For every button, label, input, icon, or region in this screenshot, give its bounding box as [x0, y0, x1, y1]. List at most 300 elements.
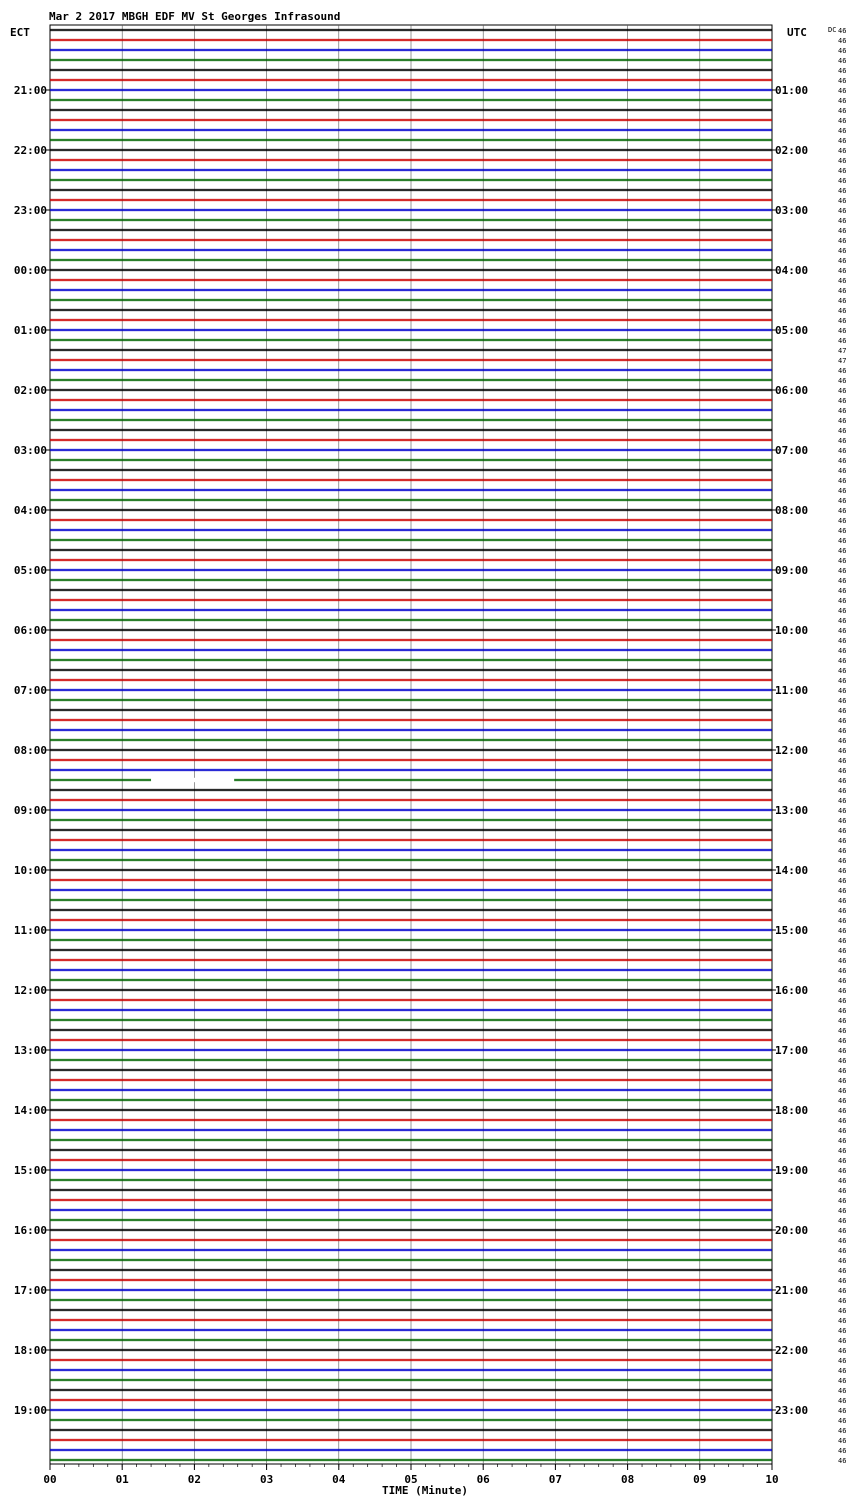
dc-value: 46 [838, 1187, 847, 1195]
trace-row [50, 1299, 772, 1302]
dc-value: 46 [838, 1327, 847, 1335]
left-hour-label: 19:00 [13, 1404, 47, 1417]
dc-value: 46 [838, 1107, 847, 1115]
trace-row [50, 369, 772, 372]
x-tick-label: 06 [476, 1473, 490, 1486]
trace-row [50, 559, 772, 562]
left-hour-label: 14:00 [13, 1104, 47, 1117]
trace-row [50, 379, 772, 382]
dc-value: 46 [838, 1277, 847, 1285]
trace-row [50, 359, 772, 362]
right-hour-label: 10:00 [775, 624, 809, 637]
dc-value: 46 [838, 317, 847, 325]
trace-row [50, 59, 772, 62]
dc-value: 46 [838, 467, 847, 475]
dc-value: 46 [838, 167, 847, 175]
trace-row [50, 929, 772, 932]
dc-value: 47 [838, 357, 847, 365]
dc-value: 46 [838, 707, 847, 715]
trace-row [50, 319, 772, 322]
trace-row [50, 139, 772, 142]
dc-value: 46 [838, 137, 847, 145]
chart-title: Mar 2 2017 MBGH EDF MV St Georges Infrasound [49, 10, 341, 23]
right-hour-label: 16:00 [775, 984, 809, 997]
trace-row [50, 219, 772, 222]
dc-value: 46 [838, 407, 847, 415]
right-hour-label: 03:00 [775, 204, 809, 217]
dc-value: 46 [838, 807, 847, 815]
trace-row [50, 909, 772, 912]
dc-value: 46 [838, 527, 847, 535]
dc-value: 46 [838, 577, 847, 585]
dc-value: 46 [838, 1237, 847, 1245]
dc-value: 46 [838, 1407, 847, 1415]
trace-row [50, 939, 772, 942]
dc-value: 46 [838, 927, 847, 935]
dc-value: 46 [838, 517, 847, 525]
x-tick-label: 10 [765, 1473, 779, 1486]
right-hour-label: 18:00 [775, 1104, 809, 1117]
x-tick-label: 00 [43, 1473, 57, 1486]
trace-row [50, 529, 772, 532]
left-hour-label: 05:00 [13, 564, 47, 577]
dc-value: 46 [838, 857, 847, 865]
dc-value: 46 [838, 977, 847, 985]
dc-value: 46 [838, 1137, 847, 1145]
x-tick-label: 08 [620, 1473, 635, 1486]
dc-value: 46 [838, 197, 847, 205]
right-hour-label: 09:00 [775, 564, 809, 577]
dc-value: 46 [838, 1007, 847, 1015]
trace-row [50, 869, 772, 872]
x-tick-label: 02 [187, 1473, 202, 1486]
dc-value: 46 [838, 937, 847, 945]
trace-row [50, 1069, 772, 1072]
right-timezone-header: UTC [787, 26, 807, 39]
trace-row [50, 649, 772, 652]
trace-row [50, 1219, 772, 1222]
trace-row [50, 1149, 772, 1152]
trace-row [50, 1269, 772, 1272]
trace-row [50, 1359, 772, 1362]
dc-value: 46 [838, 537, 847, 545]
left-hour-label: 15:00 [13, 1164, 47, 1177]
trace-row [50, 419, 772, 422]
trace-row [50, 1259, 772, 1262]
dc-value: 47 [838, 347, 847, 355]
dc-value: 46 [838, 1347, 847, 1355]
trace-row [50, 1319, 772, 1322]
trace-row [50, 229, 772, 232]
dc-value: 46 [838, 97, 847, 105]
trace-row [50, 569, 772, 572]
dc-value: 46 [838, 867, 847, 875]
trace-row [50, 339, 772, 342]
trace-row [50, 189, 772, 192]
left-hour-label: 06:00 [13, 624, 47, 637]
dc-value: 46 [838, 327, 847, 335]
trace-row [50, 589, 772, 592]
dc-value: 46 [838, 127, 847, 135]
trace-row [50, 639, 772, 642]
trace-row [50, 1029, 772, 1032]
trace-row [50, 1209, 772, 1212]
dc-value: 46 [838, 1287, 847, 1295]
right-hour-label: 06:00 [775, 384, 809, 397]
trace-row [50, 789, 772, 792]
dc-value: 46 [838, 957, 847, 965]
trace-row [50, 489, 772, 492]
trace-row [50, 859, 772, 862]
dc-value: 46 [838, 1367, 847, 1375]
dc-value: 46 [838, 587, 847, 595]
dc-value: 46 [838, 1257, 847, 1265]
trace-row [50, 769, 772, 772]
trace-row [50, 1099, 772, 1102]
left-hour-label: 10:00 [13, 864, 47, 877]
trace-row [50, 989, 772, 992]
dc-value: 46 [838, 427, 847, 435]
trace-row [50, 1429, 772, 1432]
trace-row [50, 1189, 772, 1192]
trace-row [50, 1229, 772, 1232]
dc-value: 46 [838, 1117, 847, 1125]
dc-value: 46 [838, 457, 847, 465]
dc-value: 46 [838, 837, 847, 845]
trace-row [50, 1339, 772, 1342]
dc-value: 46 [838, 1077, 847, 1085]
left-hour-label: 04:00 [13, 504, 47, 517]
trace-row [50, 519, 772, 522]
trace-row [50, 429, 772, 432]
trace-row [50, 239, 772, 242]
dc-value: 46 [838, 677, 847, 685]
trace-row [50, 609, 772, 612]
trace-row [50, 299, 772, 302]
trace-row [50, 729, 772, 732]
trace-row [50, 1239, 772, 1242]
right-hour-label: 04:00 [775, 264, 809, 277]
right-hour-label: 20:00 [775, 1224, 809, 1237]
dc-value: 46 [838, 1397, 847, 1405]
dc-value: 46 [838, 307, 847, 315]
right-hour-label: 19:00 [775, 1164, 809, 1177]
left-hour-label: 07:00 [13, 684, 47, 697]
trace-row [50, 1109, 772, 1112]
x-tick-label: 04 [332, 1473, 346, 1486]
dc-value: 46 [838, 267, 847, 275]
trace-row [50, 809, 772, 812]
dc-value: 46 [838, 237, 847, 245]
dc-value: 46 [838, 797, 847, 805]
dc-value: 46 [838, 177, 847, 185]
dc-value: 46 [838, 67, 847, 75]
trace-row [50, 719, 772, 722]
dc-value: 46 [838, 1167, 847, 1175]
dc-value: 46 [838, 27, 847, 35]
left-hour-label: 00:00 [13, 264, 47, 277]
trace-row [50, 249, 772, 252]
trace-row [50, 759, 772, 762]
trace-row [50, 459, 772, 462]
dc-value: 46 [838, 697, 847, 705]
dc-value: 46 [838, 207, 847, 215]
dc-value: 46 [838, 1297, 847, 1305]
trace-row [50, 389, 772, 392]
trace-row [50, 829, 772, 832]
dc-value: 46 [838, 1087, 847, 1095]
dc-value: 46 [838, 1357, 847, 1365]
dc-value: 46 [838, 1457, 847, 1465]
dc-value: 46 [838, 717, 847, 725]
trace-row [50, 1019, 772, 1022]
dc-value: 46 [838, 997, 847, 1005]
trace-row [50, 659, 772, 662]
trace-row [50, 669, 772, 672]
trace-row [50, 1159, 772, 1162]
dc-value: 46 [838, 617, 847, 625]
dc-value: 46 [838, 1207, 847, 1215]
trace-row [50, 1389, 772, 1392]
dc-value: 46 [838, 497, 847, 505]
dc-value: 46 [838, 1017, 847, 1025]
trace-row [50, 1279, 772, 1282]
trace-row [50, 1399, 772, 1402]
trace-row [50, 709, 772, 712]
trace-row [50, 599, 772, 602]
x-axis-label: TIME (Minute) [381, 1484, 469, 1497]
trace-row [50, 889, 772, 892]
dc-value: 46 [838, 367, 847, 375]
dc-value: 46 [838, 917, 847, 925]
dc-value: 46 [838, 877, 847, 885]
right-hour-label: 21:00 [775, 1284, 809, 1297]
trace-row [50, 1059, 772, 1062]
trace-row [50, 479, 772, 482]
right-hour-label: 02:00 [775, 144, 809, 157]
trace-row [50, 1249, 772, 1252]
dc-value: 46 [838, 47, 847, 55]
trace-row [50, 309, 772, 312]
right-hour-label: 13:00 [775, 804, 809, 817]
left-hour-label: 08:00 [13, 744, 47, 757]
trace-row [50, 799, 772, 802]
trace-row [50, 409, 772, 412]
trace-row [50, 69, 772, 72]
trace-row [50, 1119, 772, 1122]
trace-row [50, 999, 772, 1002]
dc-value: 46 [838, 1177, 847, 1185]
dc-value: 46 [838, 77, 847, 85]
dc-value: 46 [838, 727, 847, 735]
trace-row [50, 539, 772, 542]
dc-value: 46 [838, 1157, 847, 1165]
dc-value: 46 [838, 777, 847, 785]
trace-row [50, 29, 772, 32]
dc-value: 46 [838, 1247, 847, 1255]
trace-row [50, 979, 772, 982]
dc-value: 46 [838, 1317, 847, 1325]
trace-row [50, 899, 772, 902]
dc-value: 46 [838, 247, 847, 255]
left-hour-label: 16:00 [13, 1224, 47, 1237]
left-hour-label: 03:00 [13, 444, 47, 457]
dc-value: 46 [838, 557, 847, 565]
trace-row [50, 1039, 772, 1042]
dc-value: 46 [838, 627, 847, 635]
left-hour-label: 12:00 [13, 984, 47, 997]
trace-row [50, 99, 772, 102]
dc-value: 46 [838, 57, 847, 65]
dc-header: DC [828, 26, 837, 34]
trace-row [50, 1439, 772, 1442]
dc-value: 46 [838, 1387, 847, 1395]
data-gap [151, 778, 234, 782]
dc-value: 46 [838, 547, 847, 555]
dc-value: 46 [838, 1437, 847, 1445]
trace-row [50, 949, 772, 952]
x-tick-label: 03 [259, 1473, 274, 1486]
dc-value: 46 [838, 337, 847, 345]
dc-value: 46 [838, 907, 847, 915]
right-hour-label: 05:00 [775, 324, 809, 337]
dc-value: 46 [838, 687, 847, 695]
dc-value: 46 [838, 987, 847, 995]
trace-row [50, 629, 772, 632]
trace-row [50, 879, 772, 882]
trace-row [50, 689, 772, 692]
dc-value: 46 [838, 897, 847, 905]
trace-row [50, 1329, 772, 1332]
dc-value: 46 [838, 767, 847, 775]
dc-value: 46 [838, 447, 847, 455]
dc-value: 46 [838, 227, 847, 235]
trace-row [50, 129, 772, 132]
x-tick-label: 09 [693, 1473, 707, 1486]
dc-value: 46 [838, 567, 847, 575]
trace-row [50, 699, 772, 702]
x-tick-label: 05 [404, 1473, 418, 1486]
trace-row [50, 349, 772, 352]
dc-value: 46 [838, 887, 847, 895]
dc-value: 46 [838, 1027, 847, 1035]
dc-value: 46 [838, 1217, 847, 1225]
trace-row [50, 969, 772, 972]
dc-value: 46 [838, 847, 847, 855]
dc-value: 46 [838, 487, 847, 495]
trace-row [50, 499, 772, 502]
trace-row [50, 439, 772, 442]
trace-row [50, 159, 772, 162]
dc-value: 46 [838, 1307, 847, 1315]
right-hour-label: 01:00 [775, 84, 809, 97]
right-hour-label: 12:00 [775, 744, 809, 757]
trace-row [50, 749, 772, 752]
x-axis [43, 1464, 778, 1486]
dc-value: 46 [838, 507, 847, 515]
trace-row [50, 209, 772, 212]
dc-value: 46 [838, 737, 847, 745]
left-hour-label: 22:00 [13, 144, 47, 157]
trace-row [50, 1309, 772, 1312]
trace-row [50, 1379, 772, 1382]
dc-value: 46 [838, 287, 847, 295]
trace-row [50, 259, 772, 262]
trace-row [50, 959, 772, 962]
trace-row [50, 1409, 772, 1412]
dc-value: 46 [838, 1267, 847, 1275]
dc-value: 46 [838, 657, 847, 665]
trace-row [50, 1369, 772, 1372]
dc-value: 46 [838, 607, 847, 615]
left-hour-label: 11:00 [13, 924, 47, 937]
right-hour-label: 11:00 [775, 684, 809, 697]
trace-row [50, 1079, 772, 1082]
dc-value: 46 [838, 107, 847, 115]
trace-row [50, 849, 772, 852]
trace-row [50, 579, 772, 582]
dc-value: 46 [838, 297, 847, 305]
dc-value: 46 [838, 37, 847, 45]
dc-value: 46 [838, 1447, 847, 1455]
trace-row [50, 1449, 772, 1452]
left-hour-label: 09:00 [13, 804, 47, 817]
trace-row [50, 819, 772, 822]
left-hour-label: 01:00 [13, 324, 47, 337]
dc-value: 46 [838, 417, 847, 425]
dc-value: 46 [838, 1427, 847, 1435]
trace-row [50, 1419, 772, 1422]
dc-value: 46 [838, 1037, 847, 1045]
trace-row [50, 1139, 772, 1142]
dc-value: 46 [838, 647, 847, 655]
left-hour-label: 18:00 [13, 1344, 47, 1357]
dc-value: 46 [838, 637, 847, 645]
trace-row [50, 449, 772, 452]
dc-value: 46 [838, 787, 847, 795]
trace-row [50, 79, 772, 82]
dc-value: 46 [838, 217, 847, 225]
trace-row [50, 269, 772, 272]
dc-value: 46 [838, 1417, 847, 1425]
dc-value: 46 [838, 757, 847, 765]
left-hour-label: 02:00 [13, 384, 47, 397]
right-hour-label: 17:00 [775, 1044, 809, 1057]
dc-value: 46 [838, 1057, 847, 1065]
trace-row [50, 119, 772, 122]
right-hour-label: 23:00 [775, 1404, 809, 1417]
right-hour-label: 14:00 [775, 864, 809, 877]
left-timezone-header: ECT [10, 26, 30, 39]
dc-value: 46 [838, 1047, 847, 1055]
dc-value: 46 [838, 1067, 847, 1075]
right-hour-label: 15:00 [775, 924, 809, 937]
trace-row [50, 1049, 772, 1052]
trace-row [50, 469, 772, 472]
dc-value: 46 [838, 1147, 847, 1155]
x-tick-label: 07 [548, 1473, 563, 1486]
dc-value: 46 [838, 147, 847, 155]
left-hour-label: 21:00 [13, 84, 47, 97]
right-hour-label: 22:00 [775, 1344, 809, 1357]
dc-value: 46 [838, 1197, 847, 1205]
dc-value: 46 [838, 157, 847, 165]
left-hour-label: 13:00 [13, 1044, 47, 1057]
dc-value: 46 [838, 1127, 847, 1135]
dc-value: 46 [838, 257, 847, 265]
left-hour-label: 17:00 [13, 1284, 47, 1297]
trace-row [50, 289, 772, 292]
